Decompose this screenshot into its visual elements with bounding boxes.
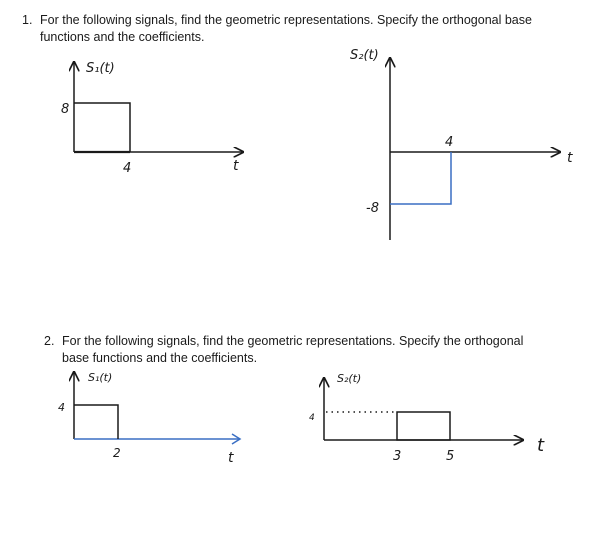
q2-plot-2-ylabel: S₂(t) <box>337 372 362 385</box>
q2-plot-1-time-label: 2 <box>113 446 121 460</box>
q1-plot-2 <box>350 48 573 240</box>
question-2-line-2: base functions and the coefficients. <box>62 351 258 365</box>
q2-plot-1-amplitude-label: 4 <box>58 401 65 414</box>
q2-plot-2-axis-label: t <box>537 435 545 456</box>
question-1-line-2: functions and the coefficients. <box>40 30 205 44</box>
q1-plot-1-ylabel: S₁(t) <box>86 61 115 76</box>
q2-plot-2-amplitude-label: 4 <box>309 413 315 423</box>
question-2-number: 2. <box>44 334 55 348</box>
q1-plot-1-amplitude-label: 8 <box>61 102 70 117</box>
q1-plot-2-ylabel: S₂(t) <box>350 48 379 63</box>
q2-plot-1-axis-label: t <box>228 450 234 466</box>
q2-plot-1 <box>58 371 240 466</box>
q2-plot-1-ylabel: S₁(t) <box>88 371 113 384</box>
q2-plot-2-time-start-label: 3 <box>393 449 402 464</box>
q1-plot-1-axis-label: t <box>233 158 239 174</box>
q1-plot-2-amplitude-label: -8 <box>366 201 379 216</box>
question-1-number: 1. <box>22 13 33 27</box>
q1-plot-1-time-label: 4 <box>123 161 132 176</box>
q2-plot-2-pulse <box>397 412 450 440</box>
q2-plot-1-pulse <box>74 405 118 439</box>
q1-plot-1-pulse <box>74 103 130 152</box>
question-1-line-1: For the following signals, find the geometric representations. Specify the orthogonal base <box>40 13 532 27</box>
q1-plot-2-axis-label: t <box>567 150 573 166</box>
question-2-line-1: For the following signals, find the geometric representations. Specify the orthogonal <box>62 334 524 348</box>
q2-plot-2 <box>309 372 545 464</box>
q1-plot-2-pulse <box>390 152 451 204</box>
q2-plot-2-time-end-label: 5 <box>446 449 455 464</box>
q1-plot-1 <box>61 61 243 176</box>
q1-plot-2-time-label: 4 <box>445 135 454 150</box>
